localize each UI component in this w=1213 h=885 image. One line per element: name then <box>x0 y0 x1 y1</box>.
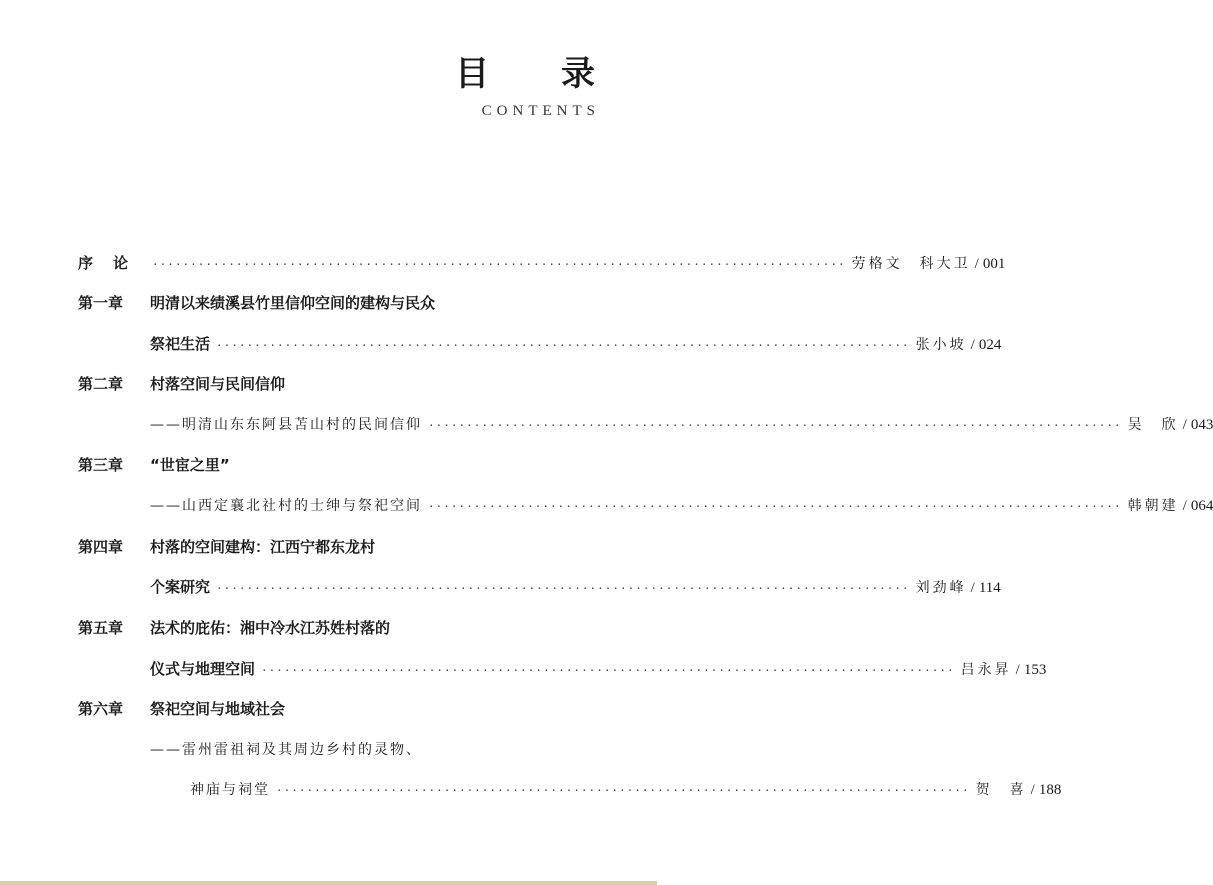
separator: / <box>974 256 979 272</box>
chapter-label: 第一章 <box>78 294 124 312</box>
chapter-label: 第六章 <box>78 700 124 718</box>
toc-entry-chapter-1-cont[interactable] <box>150 333 1002 354</box>
page-number: 188 <box>1038 782 1062 798</box>
page-subtitle: CONTENTS <box>481 103 600 119</box>
chapter-subtitle: ——山西定襄北社村的士绅与祭祀空间 <box>150 498 422 514</box>
page-number: 064 <box>1190 498 1213 514</box>
author: 张小坡 <box>915 337 967 353</box>
chapter-title: “世宦之里” <box>150 456 230 474</box>
chapter-title: 村落的空间建构：江西宁都东龙村 <box>150 538 376 556</box>
chapter-title: 村落空间与民间信仰 <box>150 375 286 393</box>
page-number: 024 <box>978 337 1002 353</box>
chapter-label: 第三章 <box>78 456 124 474</box>
author: 韩朝建 <box>1127 498 1179 514</box>
toc-entry-chapter-4[interactable] <box>78 536 598 557</box>
leader-dots: ··························································································· <box>261 664 955 677</box>
chapter-title-cont: 仪式与地理空间 <box>150 660 256 678</box>
leader-dots: ··························································································· <box>428 419 1122 432</box>
toc-entry-chapter-5[interactable] <box>78 617 598 638</box>
page-number: 153 <box>1023 662 1047 678</box>
leader-dots: ··························································································· <box>216 582 910 595</box>
separator: / <box>1030 782 1035 798</box>
toc-entry-chapter-6-sub[interactable] <box>150 739 598 759</box>
toc-entry-preface[interactable] <box>78 252 1006 273</box>
separator: / <box>970 337 975 353</box>
toc-entry-chapter-4-cont[interactable] <box>150 576 1001 597</box>
page-number: 001 <box>982 256 1006 272</box>
page-number: 114 <box>978 580 1001 596</box>
author: 劳格文 科大卫 <box>851 256 971 272</box>
toc-entry-chapter-5-cont[interactable] <box>150 658 1047 679</box>
page-bottom-band <box>0 881 657 885</box>
chapter-title: 法术的庇佑：湘中冷水江苏姓村落的 <box>150 619 391 637</box>
separator: / <box>970 580 975 596</box>
leader-dots: ··························································································· <box>428 500 1122 513</box>
chapter-title-cont: 祭祀生活 <box>150 335 211 353</box>
chapter-title: 明清以来绩溪县竹里信仰空间的建构与民众 <box>150 294 436 312</box>
toc-entry-chapter-2-sub[interactable] <box>150 414 1213 434</box>
leader-dots: ··························································································· <box>276 784 970 797</box>
toc-entry-chapter-2[interactable] <box>78 373 598 394</box>
toc-entry-chapter-6-sub-cont[interactable] <box>190 779 1062 799</box>
toc-entry-chapter-3[interactable] <box>78 454 598 475</box>
chapter-label: 第四章 <box>78 538 124 556</box>
chapter-label: 序论 <box>78 254 149 272</box>
chapter-subtitle-cont: 神庙与祠堂 <box>190 782 270 798</box>
chapter-title-cont: 个案研究 <box>150 578 211 596</box>
author: 吴 欣 <box>1127 417 1179 433</box>
separator: / <box>1182 498 1187 514</box>
toc-entry-chapter-6[interactable] <box>78 698 598 719</box>
separator: / <box>1015 662 1020 678</box>
separator: / <box>1182 417 1187 433</box>
author: 刘劲峰 <box>915 580 967 596</box>
chapter-subtitle: ——明清山东东阿县苫山村的民间信仰 <box>150 417 422 433</box>
page-title: 目 录 <box>455 54 625 94</box>
author: 贺 喜 <box>975 782 1027 798</box>
leader-dots: ··························································································· <box>152 258 846 271</box>
page-number: 043 <box>1190 417 1213 433</box>
chapter-label: 第五章 <box>78 619 124 637</box>
chapter-label: 第二章 <box>78 375 124 393</box>
chapter-title: 祭祀空间与地域社会 <box>150 700 286 718</box>
leader-dots: ··························································································· <box>216 339 910 352</box>
toc-entry-chapter-3-sub[interactable] <box>150 495 1213 515</box>
chapter-subtitle: ——雷州雷祖祠及其周边乡村的灵物、 <box>150 742 422 758</box>
author: 吕永昇 <box>960 662 1012 678</box>
toc-entry-chapter-1[interactable] <box>78 292 598 313</box>
